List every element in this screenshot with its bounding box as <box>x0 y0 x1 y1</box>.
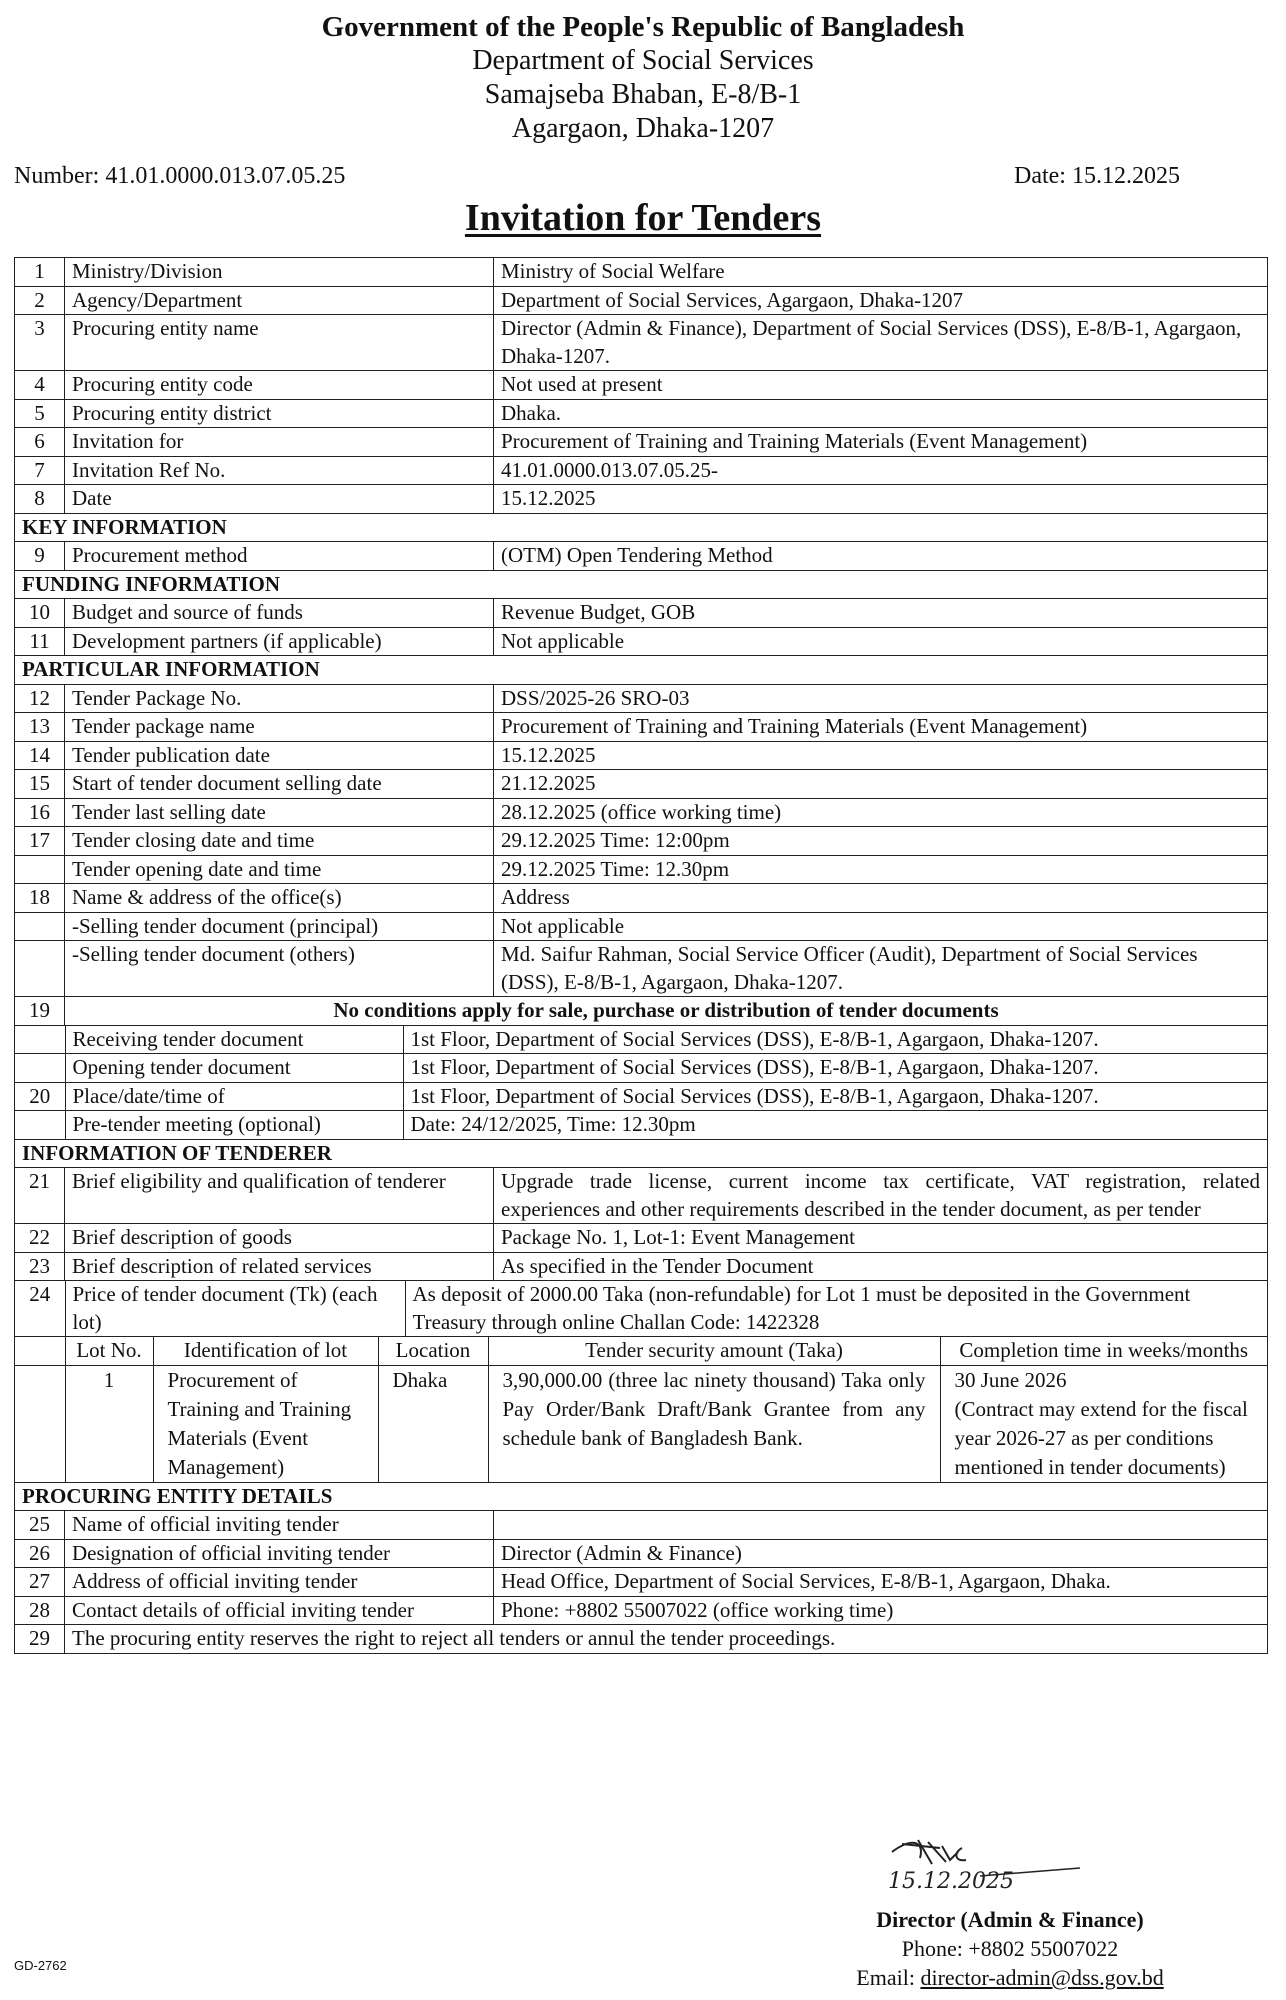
row-value: 29.12.2025 Time: 12.30pm <box>494 855 1268 884</box>
row-label: Agency/Department <box>65 286 494 315</box>
table-row <box>15 1539 1268 1568</box>
row-value: Not applicable <box>494 627 1268 656</box>
tender-table <box>14 257 1268 1654</box>
row-number: 1 <box>15 258 65 287</box>
row-value: 1st Floor, Department of Social Services (DSS), E-8/B-1, Agargaon, Dhaka-1207. <box>403 1082 1267 1111</box>
table-row <box>15 1111 1267 1139</box>
row-number <box>15 1365 65 1482</box>
table-row <box>15 286 1268 315</box>
page-title: Invitation for Tenders <box>464 197 822 239</box>
table-row <box>15 884 1268 913</box>
completion-note: (Contract may extend for the fiscal year 2026-27 as per conditions mentioned in tender documents) <box>954 1396 1248 1479</box>
table-row <box>15 428 1268 457</box>
row-label: Budget and source of funds <box>65 599 494 628</box>
table-row <box>15 741 1268 770</box>
row-number: 9 <box>15 542 65 571</box>
table-row <box>15 1252 1268 1281</box>
row-label: Brief eligibility and qualification of tenderer <box>65 1168 494 1224</box>
section-heading-particular-information: PARTICULAR INFORMATION <box>15 656 1268 685</box>
table-row <box>15 1281 1267 1336</box>
row-label: Pre-tender meeting (optional) <box>65 1111 403 1139</box>
row-label: Brief description of related services <box>65 1252 494 1281</box>
row-number: 24 <box>15 1281 65 1336</box>
section-heading-procuring-entity-details: PROCURING ENTITY DETAILS <box>15 1482 1268 1511</box>
row-value: 1st Floor, Department of Social Services (DSS), E-8/B-1, Agargaon, Dhaka-1207. <box>403 1054 1267 1083</box>
row-value: Not used at present <box>494 371 1268 400</box>
table-row <box>15 1281 1268 1337</box>
table-row <box>15 1026 1267 1054</box>
document-code: GD-2762 <box>14 1958 67 1973</box>
row-label: Procuring entity name <box>65 315 494 371</box>
row-number: 25 <box>15 1511 65 1540</box>
table-row <box>15 258 1268 287</box>
table-row <box>15 371 1268 400</box>
lot-number: 1 <box>65 1365 153 1482</box>
row-label: Address of official inviting tender <box>65 1568 494 1597</box>
government-title: Government of the People's Republic of Bangladesh <box>321 11 965 43</box>
email-label: Email: <box>856 1965 921 1990</box>
row-value: As deposit of 2000.00 Taka (non-refundable) for Lot 1 must be deposited in the Government Treasury through online Challan Code: 1422328 <box>412 1282 1191 1334</box>
price-subtable <box>15 1281 1267 1336</box>
row-number: 4 <box>15 371 65 400</box>
reservation-notice: The procuring entity reserves the right to reject all tenders or annul the tender proceedings. <box>65 1625 1268 1654</box>
row-number: 20 <box>15 1082 65 1111</box>
row-number: 10 <box>15 599 65 628</box>
place-subtable <box>15 1026 1267 1139</box>
row-number <box>15 1337 65 1365</box>
header-security: Tender security amount (Taka) <box>488 1337 940 1365</box>
price-subtable-cell <box>15 1281 1268 1337</box>
table-row <box>15 1025 1268 1139</box>
table-row <box>15 713 1268 742</box>
table-row <box>15 1224 1268 1253</box>
row-label: Tender opening date and time <box>65 855 494 884</box>
row-label: Procuring entity district <box>65 399 494 428</box>
lot-identification: Procurement of Training and Training Materials (Event Management) <box>153 1365 378 1482</box>
table-row <box>15 542 1268 571</box>
row-label: Ministry/Division <box>65 258 494 287</box>
row-value: Dhaka. <box>494 399 1268 428</box>
section-row <box>15 1482 1268 1511</box>
row-number <box>15 1026 65 1054</box>
row-number: 2 <box>15 286 65 315</box>
row-label: -Selling tender document (principal) <box>65 912 494 941</box>
email-link[interactable]: director-admin@dss.gov.bd <box>920 1965 1164 1990</box>
row-value: Ministry of Social Welfare <box>494 258 1268 287</box>
row-label: -Selling tender document (others) <box>65 941 494 997</box>
row-value <box>494 1511 1268 1540</box>
row-number: 13 <box>15 713 65 742</box>
row-number <box>15 941 65 997</box>
row-value: Head Office, Department of Social Services, E-8/B-1, Agargaon, Dhaka. <box>494 1568 1268 1597</box>
row-label: Tender publication date <box>65 741 494 770</box>
section-heading-funding-information: FUNDING INFORMATION <box>15 570 1268 599</box>
table-row <box>15 798 1268 827</box>
lot-table-cell <box>15 1337 1268 1483</box>
table-row <box>15 855 1268 884</box>
signature-image <box>880 1830 1100 1905</box>
row-value: 21.12.2025 <box>494 770 1268 799</box>
row-number: 7 <box>15 456 65 485</box>
row-number: 16 <box>15 798 65 827</box>
lot-location: Dhaka <box>378 1365 488 1482</box>
header-lot-no: Lot No. <box>65 1337 153 1365</box>
place-subtable-cell <box>15 1025 1268 1139</box>
table-row <box>15 912 1268 941</box>
table-row <box>15 1511 1268 1540</box>
table-row <box>15 599 1268 628</box>
lot-table-data-row <box>15 1365 1267 1482</box>
row-label: Tender last selling date <box>65 798 494 827</box>
signature-date: 15.12.2025 <box>888 1869 1014 1894</box>
section-heading-information-of-tenderer: INFORMATION OF TENDERER <box>15 1139 1268 1168</box>
table-row <box>15 1568 1268 1597</box>
row-value: 1st Floor, Department of Social Services (DSS), E-8/B-1, Agargaon, Dhaka-1207. <box>410 1026 1099 1051</box>
row-value: Not applicable <box>494 912 1268 941</box>
row-label: Designation of official inviting tender <box>65 1539 494 1568</box>
row-number: 17 <box>15 827 65 856</box>
table-row <box>15 456 1268 485</box>
row-label: Opening tender document <box>65 1054 403 1083</box>
section-row <box>15 1139 1268 1168</box>
row-number <box>15 912 65 941</box>
row-value: Revenue Budget, GOB <box>494 599 1268 628</box>
row-number: 8 <box>15 485 65 514</box>
row-label: Name of official inviting tender <box>65 1511 494 1540</box>
table-row <box>15 684 1268 713</box>
row-label: Development partners (if applicable) <box>65 627 494 656</box>
completion-date: 30 June 2026 <box>954 1367 1067 1392</box>
row-value: 41.01.0000.013.07.05.25- <box>494 456 1268 485</box>
table-row <box>15 1082 1267 1111</box>
row-number: 23 <box>15 1252 65 1281</box>
row-label: Date <box>65 485 494 514</box>
header-identification: Identification of lot <box>153 1337 378 1365</box>
address-line-1: Samajseba Bhaban, E-8/B-1 <box>484 79 802 110</box>
row-value: Package No. 1, Lot-1: Event Management <box>494 1224 1268 1253</box>
row-value: Procurement of Training and Training Materials (Event Management) <box>494 713 1268 742</box>
row-value: 15.12.2025 <box>494 741 1268 770</box>
row-value: Address <box>494 884 1268 913</box>
row-label: Place/date/time of <box>65 1082 403 1111</box>
row-number: 28 <box>15 1596 65 1625</box>
row-value: 15.12.2025 <box>494 485 1268 514</box>
row-label: Contact details of official inviting tender <box>65 1596 494 1625</box>
row-label: Brief description of goods <box>65 1224 494 1253</box>
row-number <box>15 1054 65 1083</box>
table-row <box>15 485 1268 514</box>
memo-number: Number: 41.01.0000.013.07.05.25 <box>14 163 346 189</box>
signatory-role: Director (Admin & Finance) <box>876 1907 1144 1932</box>
row-label: Tender closing date and time <box>65 827 494 856</box>
row-number: 18 <box>15 884 65 913</box>
row-label: Tender package name <box>65 713 494 742</box>
lot-security-amount: 3,90,000.00 (three lac ninety thousand) Taka only Pay Order/Bank Draft/Bank Grantee from any schedule bank of Bangladesh Bank. <box>488 1365 940 1482</box>
row-number <box>15 1111 65 1139</box>
lot-completion <box>940 1365 1267 1482</box>
row-label: Price of tender document (Tk) (each lot) <box>65 1281 405 1336</box>
lot-table-row <box>15 1337 1268 1483</box>
row-value: Date: 24/12/2025, Time: 12.30pm <box>403 1111 1267 1139</box>
row-value: As specified in the Tender Document <box>494 1252 1268 1281</box>
row-label: Procurement method <box>65 542 494 571</box>
table-row <box>15 827 1268 856</box>
table-row <box>15 941 1268 997</box>
lot-table <box>15 1337 1267 1482</box>
row-number: 11 <box>15 627 65 656</box>
header-location: Location <box>378 1337 488 1365</box>
document-header <box>0 10 1286 146</box>
row-value: Upgrade trade license, current income tax certificate, VAT registration, related experiences and other requirements described in the tender document, as per tender <box>494 1168 1268 1224</box>
table-row <box>15 997 1268 1026</box>
table-row <box>15 1168 1268 1224</box>
department-name: Department of Social Services <box>472 45 814 76</box>
row-number: 29 <box>15 1625 65 1654</box>
address-line-2: Agargaon, Dhaka-1207 <box>511 113 775 144</box>
section-row <box>15 656 1268 685</box>
row-number <box>15 855 65 884</box>
table-row <box>15 399 1268 428</box>
memo-date: Date: 15.12.2025 <box>1014 163 1180 189</box>
row-value: Procurement of Training and Training Materials (Event Management) <box>494 428 1268 457</box>
row-value: Department of Social Services, Agargaon, Dhaka-1207 <box>494 286 1268 315</box>
row-value: 29.12.2025 Time: 12:00pm <box>494 827 1268 856</box>
section-row <box>15 513 1268 542</box>
row-number: 15 <box>15 770 65 799</box>
row-number: 12 <box>15 684 65 713</box>
row-label: Name & address of the office(s) <box>65 884 494 913</box>
lot-table-header <box>15 1337 1267 1365</box>
row-number: 3 <box>15 315 65 371</box>
section-heading-key-information: KEY INFORMATION <box>15 513 1268 542</box>
row-value: DSS/2025-26 SRO-03 <box>494 684 1268 713</box>
row-value: Md. Saifur Rahman, Social Service Officer (Audit), Department of Social Services (DSS), E-8/B-1, Agargaon, Dhaka-1207. <box>494 941 1268 997</box>
signatory-email-line <box>770 1963 1250 1992</box>
conditions-notice: No conditions apply for sale, purchase or distribution of tender documents <box>65 997 1268 1026</box>
row-label: Procuring entity code <box>65 371 494 400</box>
row-number: 6 <box>15 428 65 457</box>
row-number: 22 <box>15 1224 65 1253</box>
table-row <box>15 1596 1268 1625</box>
row-number: 14 <box>15 741 65 770</box>
table-row <box>15 627 1268 656</box>
signatory-phone: Phone: +8802 55007022 <box>901 1936 1119 1961</box>
row-number: 27 <box>15 1568 65 1597</box>
row-label: Tender Package No. <box>65 684 494 713</box>
row-number: 19 <box>15 997 65 1026</box>
row-value: Director (Admin & Finance), Department of Social Services (DSS), E-8/B-1, Agargaon, Dhaka-1207. <box>494 315 1268 371</box>
row-value: Phone: +8802 55007022 (office working time) <box>494 1596 1268 1625</box>
row-label: Invitation for <box>65 428 494 457</box>
table-row <box>15 770 1268 799</box>
signatory-block <box>770 1905 1250 1992</box>
header-completion: Completion time in weeks/months <box>959 1338 1249 1362</box>
table-row <box>15 1625 1268 1654</box>
row-value: (OTM) Open Tendering Method <box>494 542 1268 571</box>
section-row <box>15 570 1268 599</box>
row-label: Receiving tender document <box>65 1026 403 1054</box>
row-label: Start of tender document selling date <box>65 770 494 799</box>
row-value: Director (Admin & Finance) <box>494 1539 1268 1568</box>
table-row <box>15 1054 1267 1083</box>
row-number: 5 <box>15 399 65 428</box>
row-number: 21 <box>15 1168 65 1224</box>
row-label: Invitation Ref No. <box>65 456 494 485</box>
row-value: 28.12.2025 (office working time) <box>494 798 1268 827</box>
row-number: 26 <box>15 1539 65 1568</box>
table-row <box>15 315 1268 371</box>
